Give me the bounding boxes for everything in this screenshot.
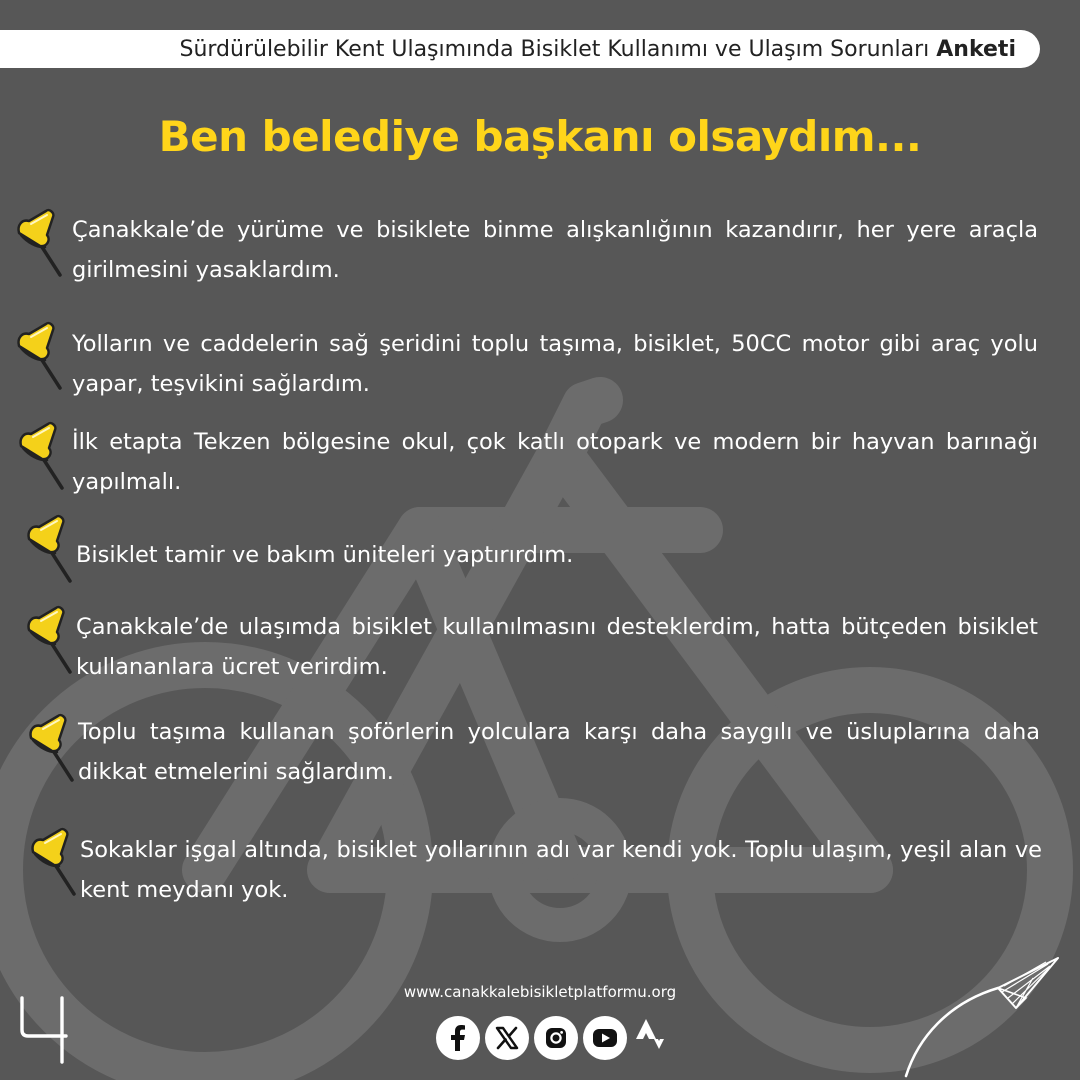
page-number-glyph (14, 994, 74, 1066)
pushpin-icon (20, 604, 76, 674)
paper-plane-doodle (898, 948, 1068, 1078)
banner-title-bold: Anketi (936, 36, 1016, 62)
website-link[interactable]: www.canakkalebisikletplatformu.org (403, 983, 677, 1001)
pushpin-icon (20, 513, 76, 583)
youtube-icon[interactable] (583, 1016, 627, 1060)
pushpin-icon (12, 420, 68, 490)
pushpin-icon (10, 207, 66, 277)
x-icon[interactable] (485, 1016, 529, 1060)
pushpin-icon (24, 826, 80, 896)
pushpin-icon (10, 320, 66, 390)
item-text: Çanakkale’de yürüme ve bisiklete binme alışkanlığının kazandırır, her yere araçla girilmesini yasaklardım. (72, 217, 1038, 283)
page-title: Ben belediye başkanı olsaydım... (158, 112, 922, 161)
social-links (436, 1016, 668, 1062)
item-text: İlk etapta Tekzen bölgesine okul, çok katlı otopark ve modern bir hayvan barınağı yapılmalı. (72, 429, 1038, 495)
banner-title: Sürdürülebilir Kent Ulaşımında Bisiklet Kullanımı ve Ulaşım Sorunları (179, 36, 930, 62)
instagram-icon[interactable] (534, 1016, 578, 1060)
item-text: Bisiklet tamir ve bakım üniteleri yaptırırdım. (76, 542, 574, 568)
facebook-icon[interactable] (436, 1016, 480, 1060)
item-text: Sokaklar işgal altında, bisiklet yollarının adı var kendi yok. Toplu ulaşım, yeşil alan ve kent meydanı yok. (80, 837, 1042, 903)
survey-banner (0, 30, 1040, 68)
item-text: Toplu taşıma kullanan şoförlerin yolculara karşı daha saygılı ve üsluplarına daha dikkat etmelerini sağlardım. (78, 719, 1040, 785)
item-text: Yolların ve caddelerin sağ şeridini toplu taşıma, bisiklet, 50CC motor gibi araç yolu yapar, teşvikini sağlardım. (72, 331, 1038, 397)
strava-icon[interactable] (632, 1016, 668, 1060)
pushpin-icon (22, 712, 78, 782)
item-text: Çanakkale’de ulaşımda bisiklet kullanılmasını desteklerdim, hatta bütçeden bisiklet kullananlara ücret verirdim. (76, 614, 1038, 680)
